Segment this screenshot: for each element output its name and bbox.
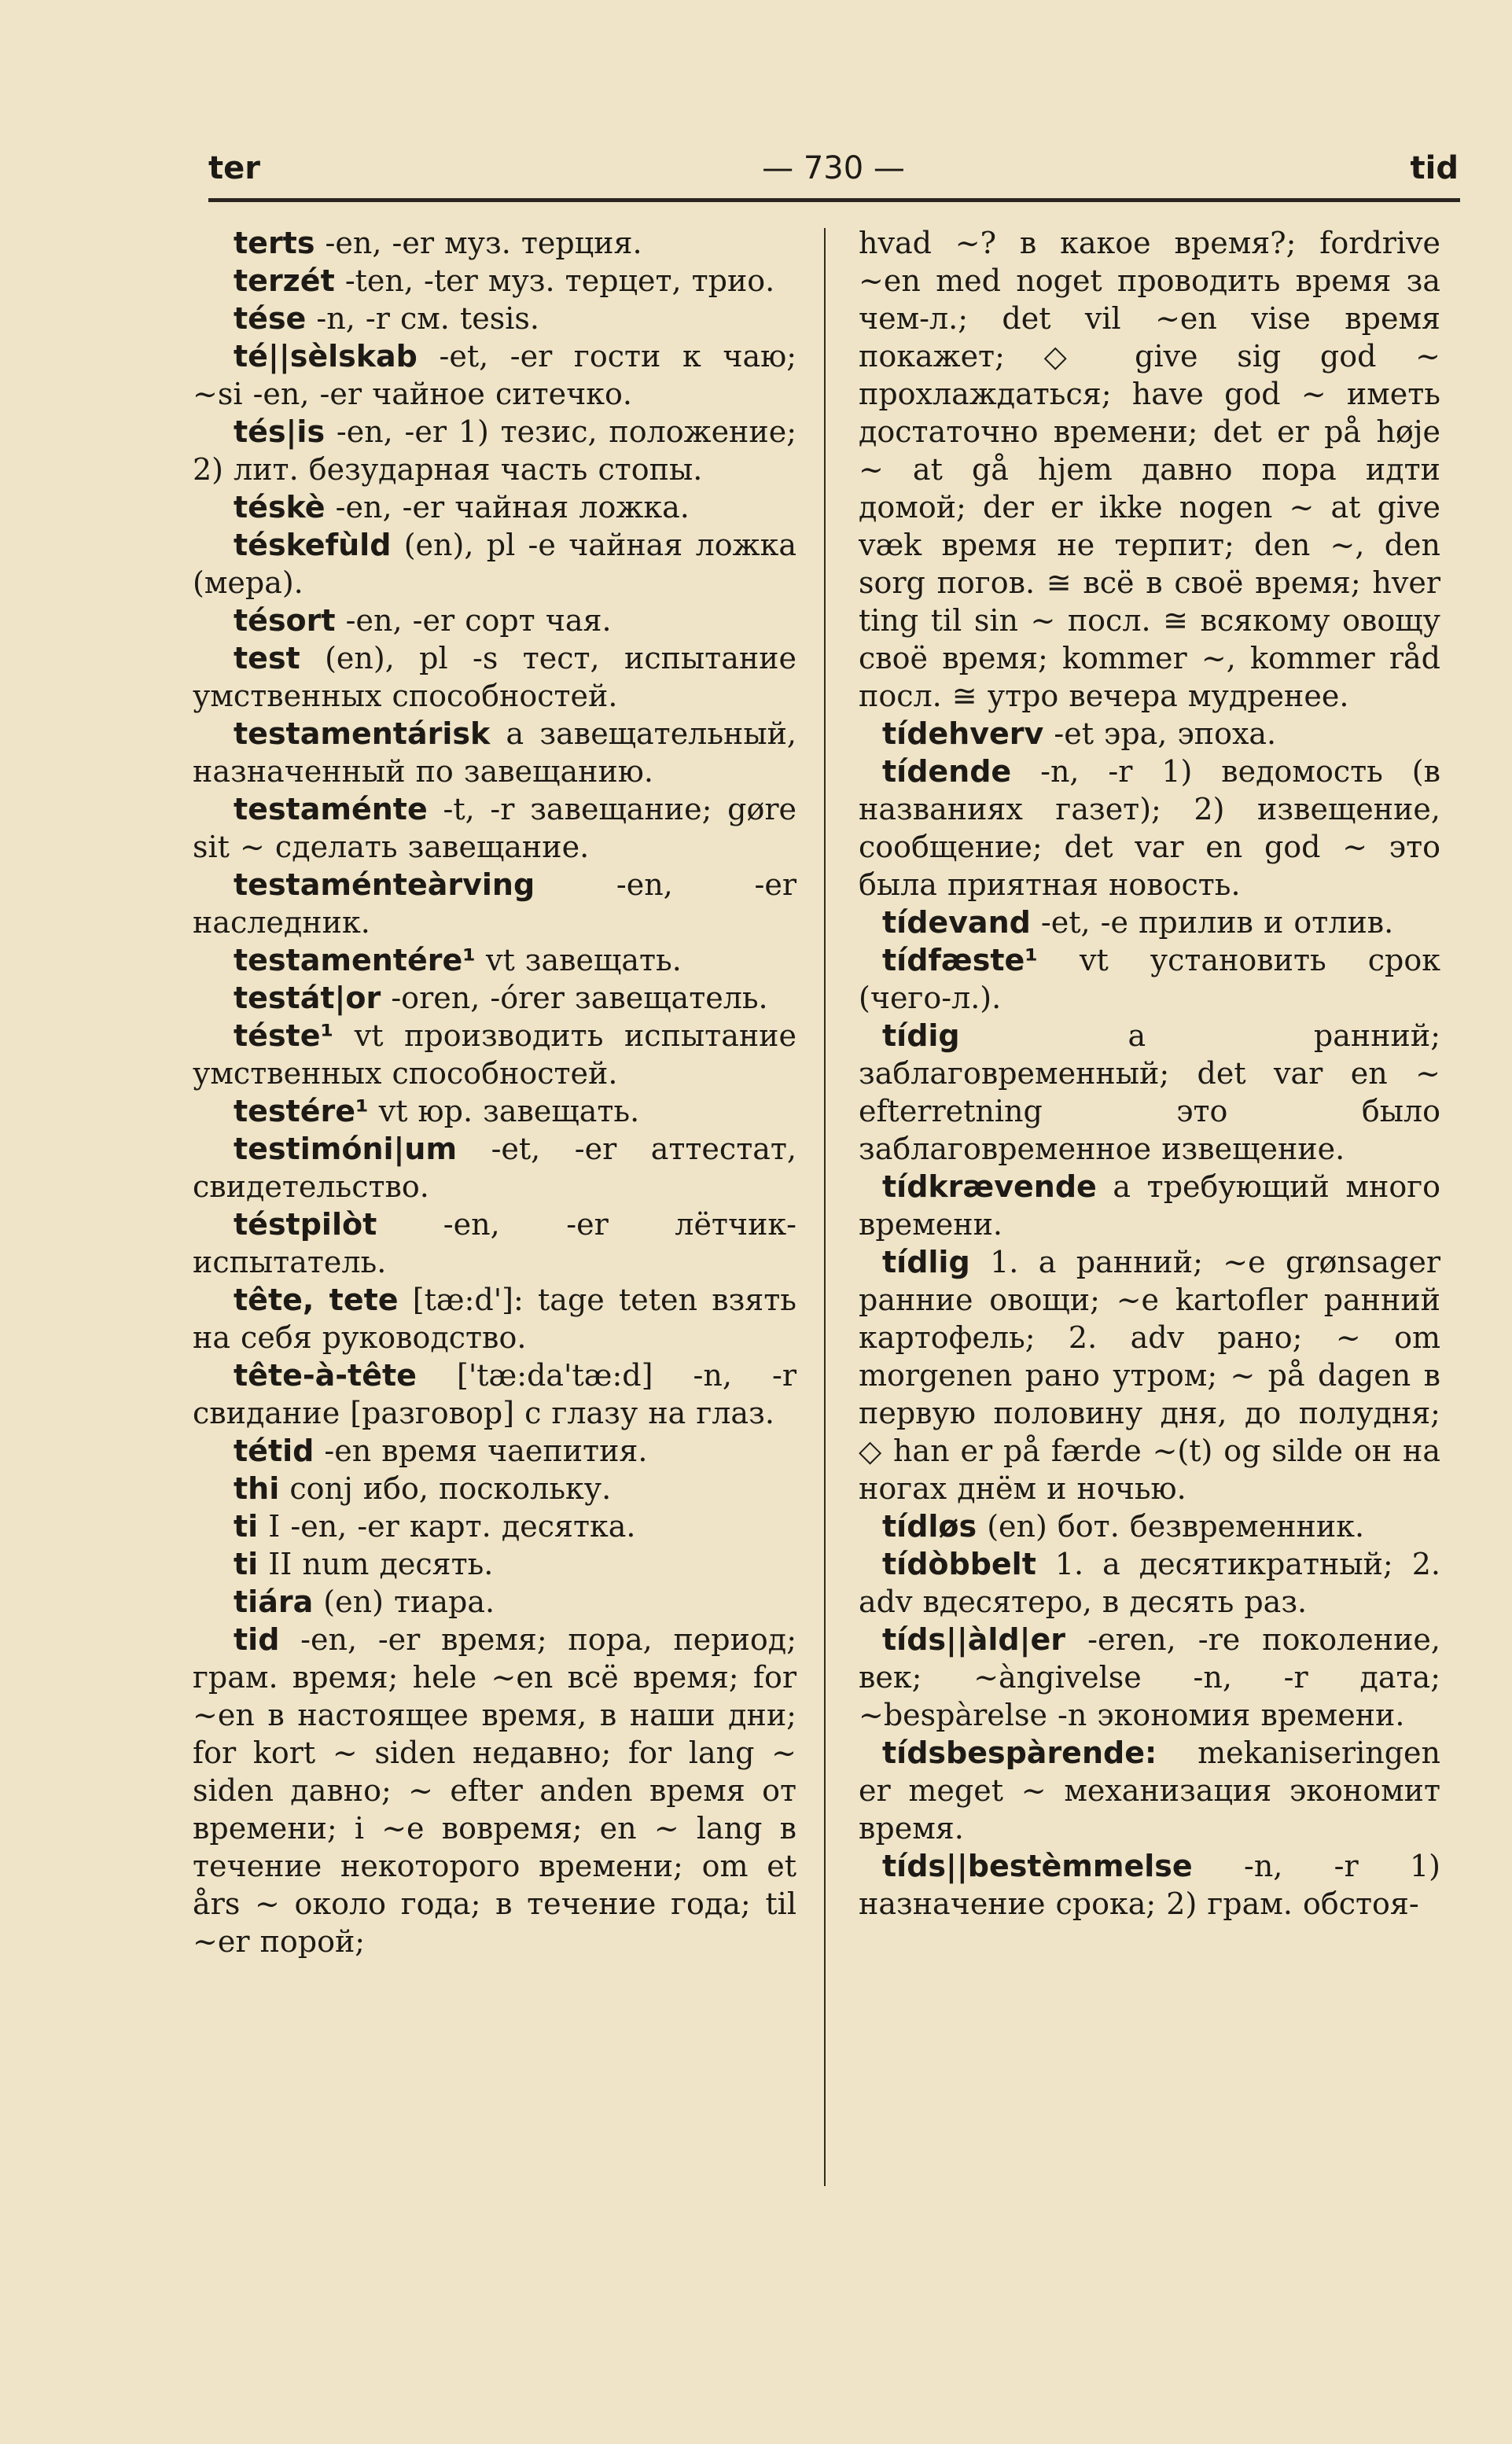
entry-definition: (en), pl -s тест, испытание умственных способностей. xyxy=(193,641,796,713)
entry-headword: tídòbbelt xyxy=(882,1547,1036,1581)
entry-definition: a требующий много времени. xyxy=(859,1169,1440,1242)
dictionary-entry xyxy=(859,1168,1440,1243)
dictionary-entry xyxy=(859,753,1440,904)
entry-definition: -en, -er время; пора, период; грам. время; hele ~en всё время; for ~en в настоящее время, в наши дни; for kort ~ siden недавно; for lang ~ siden давно; ~ efter anden время от времени; i ~e вовремя; en ~ lang в течение некоторого времени; om et års ~ около года; в течение года; til ~er порой; xyxy=(193,1622,796,1959)
dictionary-entry xyxy=(193,488,796,526)
entry-definition: -en, -er лётчик-испытатель. xyxy=(193,1207,796,1279)
entry-headword: tídkrævende xyxy=(882,1169,1097,1204)
dictionary-entry xyxy=(859,1847,1440,1923)
dictionary-entry xyxy=(193,224,796,262)
entry-definition: [tæ:d']: tage teten взять на себя руководство. xyxy=(193,1283,796,1355)
dictionary-entry xyxy=(193,262,796,300)
entry-headword: téskè xyxy=(234,490,326,525)
page-header xyxy=(208,146,1459,201)
entry-headword: téskefùld xyxy=(234,528,392,562)
entry-definition: vt завещать. xyxy=(475,943,682,977)
entry-definition: II num десять. xyxy=(258,1547,494,1581)
entry-headword: terts xyxy=(234,226,315,260)
entry-definition: -et эра, эпоха. xyxy=(1043,716,1277,751)
dictionary-entry xyxy=(859,941,1440,1017)
entry-headword: téstpilòt xyxy=(234,1207,377,1242)
dictionary-entry xyxy=(859,1621,1440,1734)
dictionary-entry xyxy=(193,1470,796,1507)
entry-headword: testamentárisk xyxy=(234,716,491,751)
dictionary-entry xyxy=(193,1583,796,1621)
entry-headword: tête, tete xyxy=(234,1283,399,1317)
dictionary-entry xyxy=(193,1017,796,1092)
entry-definition: I -en, -er карт. десятка. xyxy=(258,1509,636,1544)
entry-definition: (en) тиара. xyxy=(313,1585,495,1619)
entry-definition: -eren, -re поколение, век; ~àngivelse -n, -r дата; ~bespàrelse -n экономия времени. xyxy=(859,1622,1440,1732)
entry-definition: -oren, -órer завещатель. xyxy=(381,981,768,1015)
entry-definition: ['tæ:da'tæ:d] -n, -r свидание [разговор] с глазу на глаз. xyxy=(193,1358,796,1430)
dictionary-entry xyxy=(193,1281,796,1356)
entry-definition: a ранний; заблаговременный; det var en ~ efterretning это было заблаговременное извещение. xyxy=(859,1018,1440,1166)
entry-headword: tése xyxy=(234,301,307,336)
entry-headword: tésort xyxy=(234,603,336,638)
dictionary-entry xyxy=(859,1734,1440,1847)
dictionary-entry xyxy=(193,413,796,488)
dictionary-entry xyxy=(193,715,796,790)
entry-definition: -t, -r завещание; gøre sit ~ сделать завещание. xyxy=(193,792,796,864)
entry-headword: ti xyxy=(234,1509,259,1544)
dictionary-entry xyxy=(859,1243,1440,1507)
entry-definition: -et, -er аттестат, свидетельство. xyxy=(193,1132,796,1204)
entry-definition: vt производить испытание умственных способностей. xyxy=(193,1018,796,1091)
dictionary-entry xyxy=(193,1205,796,1281)
header-rule xyxy=(208,198,1460,202)
entry-headword: tíds||bestèmmelse xyxy=(882,1849,1193,1883)
entry-headword: téste¹ xyxy=(234,1018,334,1053)
entry-definition: 1. a десятикратный; 2. adv вдесятеро, в десять раз. xyxy=(859,1547,1440,1619)
page-number: — 730 — xyxy=(762,150,905,186)
entry-headword: tídevand xyxy=(882,905,1031,940)
entry-headword: tête-à-tête xyxy=(234,1358,417,1393)
entry-headword: testére¹ xyxy=(234,1094,369,1128)
dictionary-entry xyxy=(193,1092,796,1130)
entry-definition: -ten, -ter муз. терцет, трио. xyxy=(334,263,775,298)
entry-headword: tídløs xyxy=(882,1509,977,1544)
dictionary-entry xyxy=(859,1017,1440,1168)
entry-definition: -en, -er чайная ложка. xyxy=(325,490,690,525)
dictionary-entry xyxy=(859,1507,1440,1545)
entry-headword: testaménteàrving xyxy=(234,867,535,902)
dictionary-entry xyxy=(859,904,1440,941)
entry-definition: -n, -r см. tesis. xyxy=(306,301,539,336)
dictionary-entry xyxy=(859,715,1440,753)
entry-headword: tés|is xyxy=(234,414,326,449)
dictionary-entry xyxy=(193,526,796,602)
entry-definition: -en, -er муз. терция. xyxy=(315,226,642,260)
entry-definition: -en время чаепития. xyxy=(314,1434,648,1468)
dictionary-entry xyxy=(193,1432,796,1470)
entry-definition: -en, -er сорт чая. xyxy=(335,603,612,638)
entry-headword: té||sèlskab xyxy=(234,339,418,374)
dictionary-entry xyxy=(193,337,796,413)
entry-definition: -n, -r 1) ведомость (в названиях газет); 2) извещение, сообщение; det var en god ~ это была приятная новость. xyxy=(859,754,1440,902)
dictionary-entry xyxy=(859,224,1440,715)
entry-definition: -et, -e прилив и отлив. xyxy=(1030,905,1394,940)
entry-definition: hvad ~? в какое время?; fordrive ~en med noget проводить время за чем-л.; det vil ~en vise время покажет; ◇ give sig god ~ прохлаждаться; have god ~ иметь достаточно времени; det er på høje ~ at gå hjem давно пора идти домой; der er ikke nogen ~ at give væk время не терпит; den ~, den sorg погов. ≅ всё в своё время; hver ting til sin ~ посл. ≅ всякому овощу своё время; kommer ~, kommer råd посл. ≅ утро вечера мудренее. xyxy=(859,226,1440,713)
header-guide-word-right: tid xyxy=(1410,150,1459,186)
entry-definition: (en) бот. безвременник. xyxy=(977,1509,1365,1544)
dictionary-entry xyxy=(193,639,796,715)
entry-headword: tídig xyxy=(882,1018,960,1053)
dictionary-entry xyxy=(193,1545,796,1583)
entry-definition: -et, -er гости к чаю; ~si -en, -er чайное ситечко. xyxy=(193,339,796,411)
entry-headword: test xyxy=(234,641,300,675)
dictionary-entry xyxy=(193,979,796,1017)
entry-definition: mekaniseringen er meget ~ механизация экономит время. xyxy=(859,1735,1440,1846)
dictionary-entry xyxy=(193,300,796,337)
entry-definition: conj ибо, поскольку. xyxy=(279,1471,612,1506)
entry-definition: (en), pl -e чайная ложка (мера). xyxy=(193,528,796,600)
entry-headword: tídlig xyxy=(882,1245,970,1279)
dictionary-entry xyxy=(859,1545,1440,1621)
entry-headword: tídfæste¹ xyxy=(882,943,1038,977)
entry-headword: tíds||àld|er xyxy=(882,1622,1066,1657)
entry-definition: vt юр. завещать. xyxy=(368,1094,640,1128)
entry-headword: tid xyxy=(234,1622,280,1657)
column-divider xyxy=(824,228,826,2186)
right-column xyxy=(859,224,1440,1923)
entry-headword: testát|or xyxy=(234,981,381,1015)
entry-definition: a завещательный, назначенный по завещанию. xyxy=(193,716,796,789)
dictionary-entry xyxy=(193,1621,796,1960)
entry-definition: -en, -er 1) тезис, положение; 2) лит. безударная часть стопы. xyxy=(193,414,796,487)
entry-headword: thi xyxy=(234,1471,280,1506)
entry-definition: 1. a ранний; ~e grønsager ранние овощи; ~e kartofler ранний картофель; 2. adv рано; ~ om morgenen рано утром; ~ på dagen в первую половину дня, до полудня; ◇ han er på færde ~(t) og silde он на ногах днём и ночью. xyxy=(859,1245,1440,1506)
entry-headword: testimóni|um xyxy=(234,1132,458,1166)
entry-headword: tídehverv xyxy=(882,716,1044,751)
entry-headword: tétid xyxy=(234,1434,315,1468)
header-guide-word-left: ter xyxy=(208,150,260,186)
left-column xyxy=(193,224,796,1960)
dictionary-entry xyxy=(193,1130,796,1205)
entry-definition: vt установить срок (чего-л.). xyxy=(859,943,1440,1015)
dictionary-entry xyxy=(193,1356,796,1432)
entry-headword: tídende xyxy=(882,754,1012,789)
dictionary-entry xyxy=(193,866,796,941)
entry-definition: -n, -r 1) назначение срока; 2) грам. обстоя- xyxy=(859,1849,1440,1921)
entry-headword: tídsbespàrende: xyxy=(882,1735,1157,1770)
entry-headword: tiára xyxy=(234,1585,314,1619)
entry-definition: -en, -er наследник. xyxy=(193,867,796,940)
dictionary-entry xyxy=(193,790,796,866)
entry-headword: testamentére¹ xyxy=(234,943,476,977)
entry-headword: terzét xyxy=(234,263,335,298)
dictionary-entry xyxy=(193,941,796,979)
entry-headword: testaménte xyxy=(234,792,428,826)
dictionary-entry xyxy=(193,1507,796,1545)
dictionary-entry xyxy=(193,602,796,639)
entry-headword: ti xyxy=(234,1547,259,1581)
